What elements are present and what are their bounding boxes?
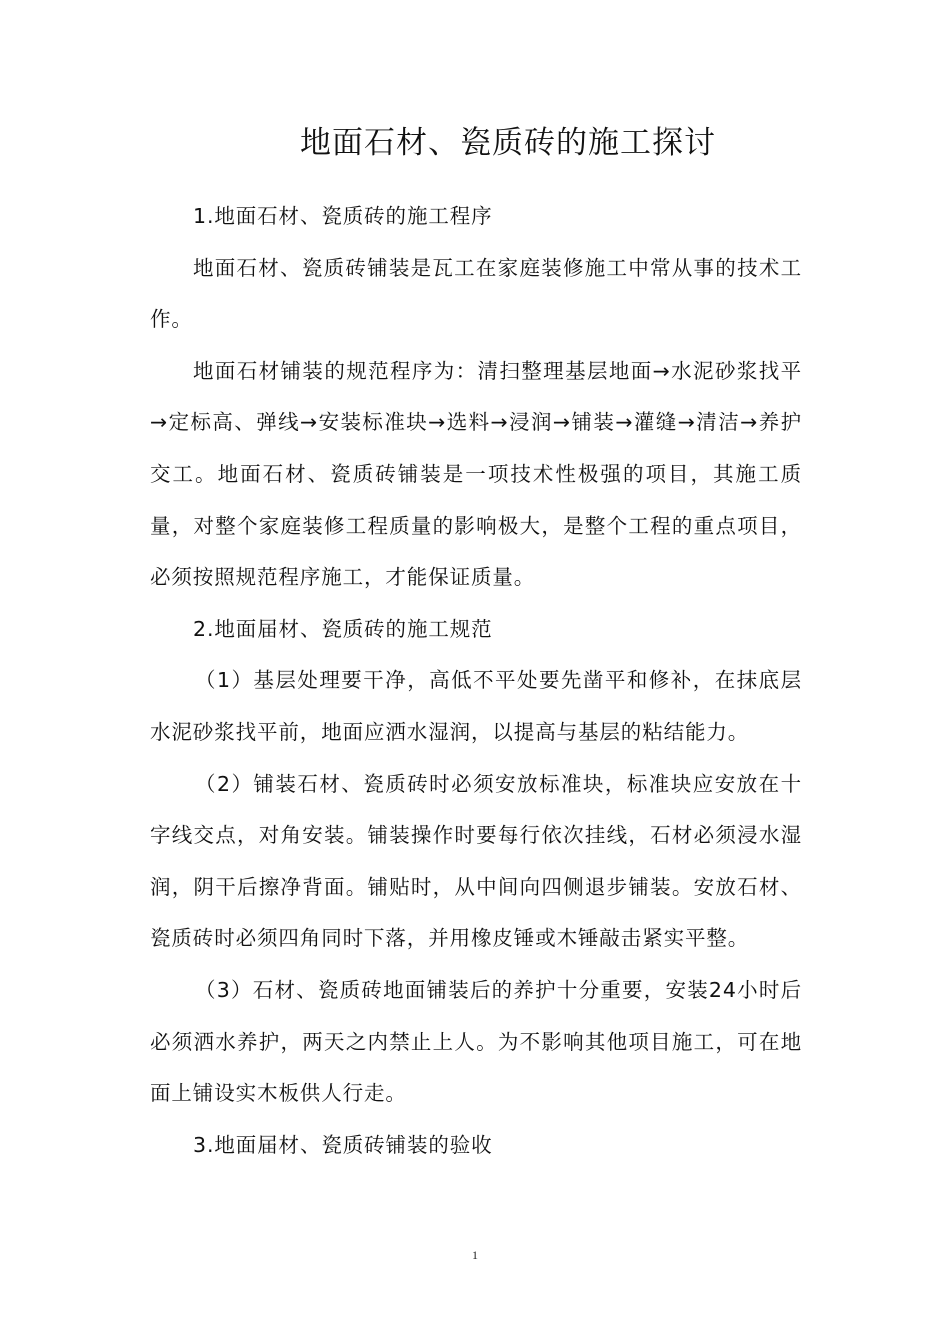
- page-number: 1: [472, 1248, 478, 1262]
- document-body: [150, 191, 802, 1171]
- list-item-1: （1）基层处理要干净，高低不平处要先凿平和修补，在抹底层水泥砂浆找平前，地面应洒水湿润，以提高与基层的粘结能力。: [150, 668, 802, 744]
- document-title: 地面石材、瓷质砖的施工探讨: [300, 125, 716, 161]
- section-heading-2: 2.地面届材、瓷质砖的施工规范: [193, 616, 493, 641]
- section-heading-3: 3.地面届材、瓷质砖铺装的验收: [193, 1132, 493, 1157]
- section-heading-1: 1.地面石材、瓷质砖的施工程序: [193, 204, 493, 228]
- paragraph-intro: 地面石材、瓷质砖铺装是瓦工在家庭装修施工中常从事的技术工作。: [150, 255, 802, 332]
- list-item-2: （2）铺装石材、瓷质砖时必须安放标准块，标准块应安放在十字线交点，对角安装。铺装操作时要每行依次挂线，石材必须浸水湿润，阴干后擦净背面。铺贴时，从中间向四侧退步铺装。安放石材、瓷质砖时必须四角同时下落，并用橡皮锤或木锤敲击紧实平整。: [150, 771, 802, 951]
- list-item-3: （3）石材、瓷质砖地面铺装后的养护十分重要，安装24小时后必须洒水养护，两天之内禁止上人。为不影响其他项目施工，可在地面上铺设实木板供人行走。: [150, 977, 802, 1106]
- paragraph-procedure: 地面石材铺装的规范程序为：清扫整理基层地面→水泥砂浆找平→定标高、弹线→安装标准块→选料→浸润→铺装→灌缝→清洁→养护交工。地面石材、瓷质砖铺装是一项技术性极强的项目，其施工质量，对整个家庭装修工程质量的影响极大，是整个工程的重点项目，必须按照规范程序施工，才能保证质量。: [150, 358, 802, 590]
